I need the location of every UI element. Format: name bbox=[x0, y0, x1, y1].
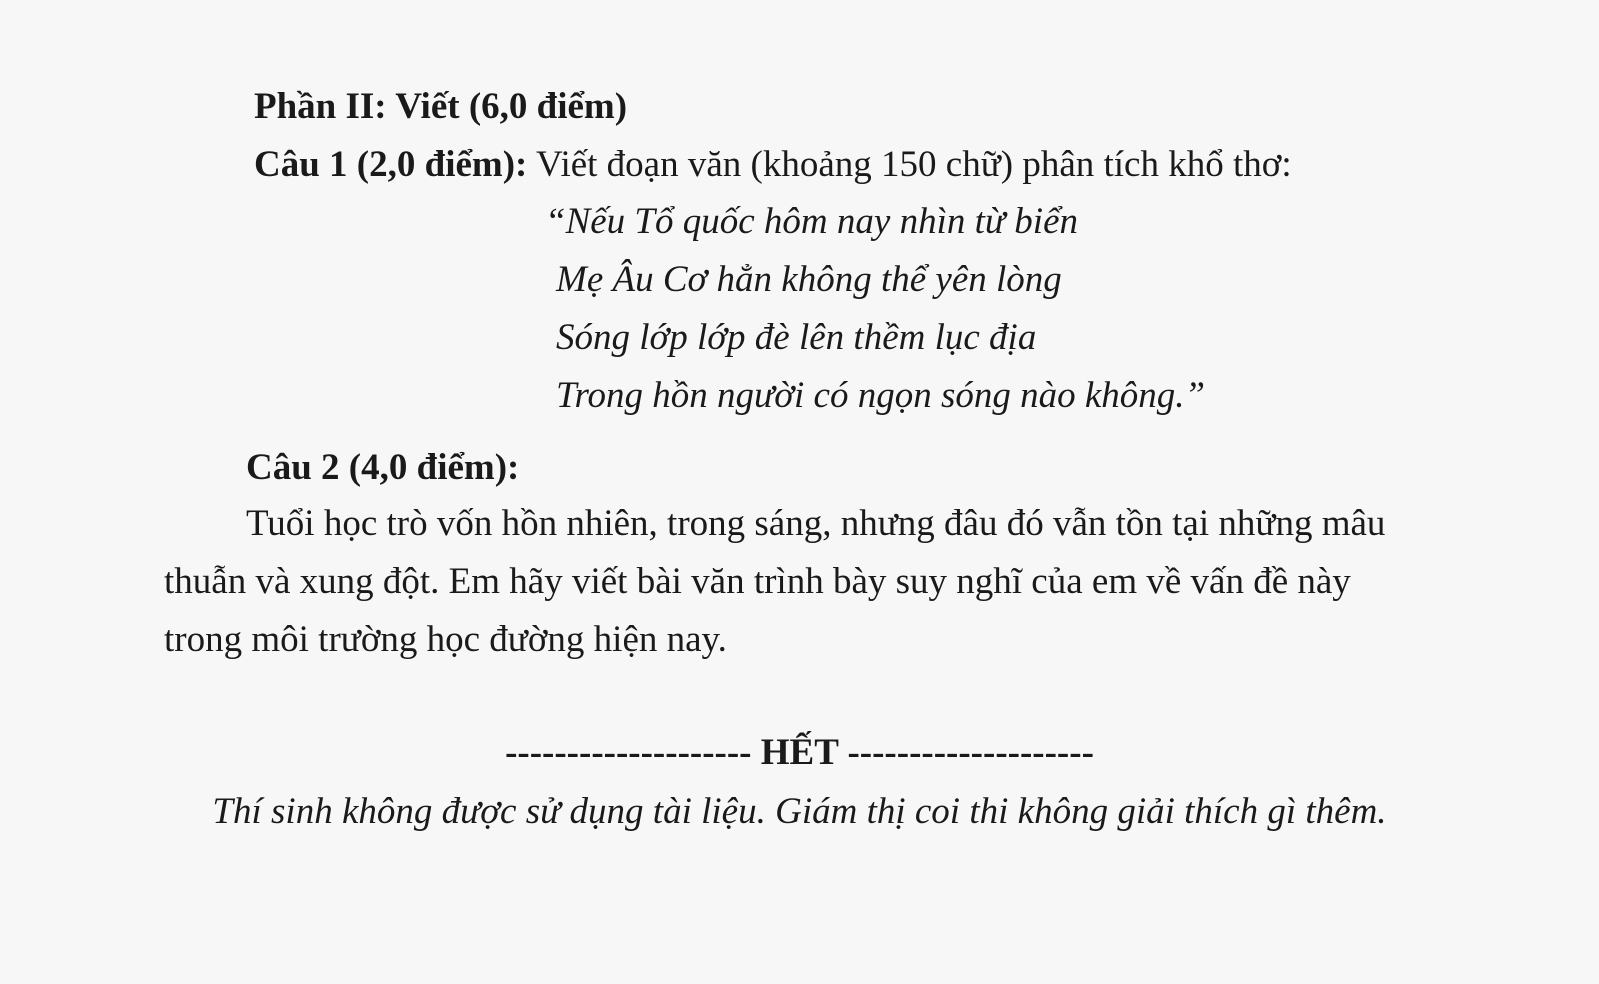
question1-label: Câu 1 (2,0 điểm): bbox=[254, 144, 528, 185]
end-marker: -------------------- HẾT -------------------- bbox=[505, 732, 1094, 773]
question1-line bbox=[254, 143, 1292, 187]
section-title: Phần II: Viết (6,0 điểm) bbox=[254, 86, 628, 127]
poem-line-1: “Nếu Tổ quốc hôm nay nhìn từ biển bbox=[545, 201, 1079, 242]
question2-label: Câu 2 (4,0 điểm): bbox=[246, 447, 520, 488]
poem-line-4: Trong hồn người có ngọn sóng nào không.” bbox=[556, 375, 1206, 416]
question1-prompt: Viết đoạn văn (khoảng 150 chữ) phân tích khổ thơ: bbox=[527, 144, 1292, 185]
question2-body-line-2: thuẫn và xung đột. Em hãy viết bài văn trình bày suy nghĩ của em về vấn đề này bbox=[164, 561, 1351, 602]
poem-line-2: Mẹ Âu Cơ hẳn không thể yên lòng bbox=[556, 259, 1062, 300]
exam-note: Thí sinh không được sử dụng tài liệu. Giám thị coi thi không giải thích gì thêm. bbox=[212, 791, 1387, 832]
poem-line-3: Sóng lớp lớp đè lên thềm lục địa bbox=[556, 317, 1037, 358]
question2-body-line-3: trong môi trường học đường hiện nay. bbox=[164, 619, 727, 660]
question2-body-line-1: Tuổi học trò vốn hồn nhiên, trong sáng, nhưng đâu đó vẫn tồn tại những mâu bbox=[246, 503, 1386, 544]
